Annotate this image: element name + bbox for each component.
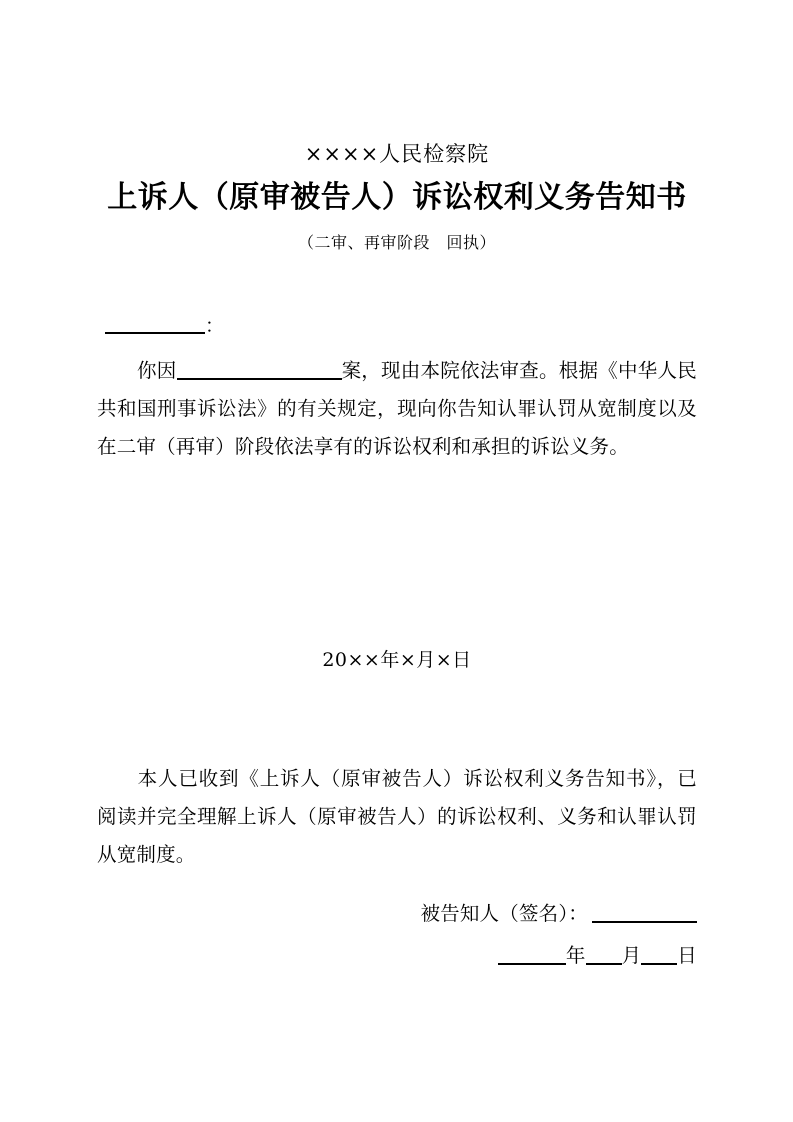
signature-blank[interactable]	[592, 921, 697, 923]
signature-label: 被告知人（签名）：	[420, 902, 588, 925]
body-paragraph-notice	[97, 352, 697, 466]
addressee-name-blank[interactable]	[105, 332, 205, 334]
addressee-row	[97, 312, 697, 341]
signature-year-blank[interactable]	[498, 963, 566, 965]
case-name-blank[interactable]	[177, 378, 342, 380]
signature-month-blank[interactable]	[586, 963, 622, 965]
addressee-colon: ：	[205, 315, 225, 337]
body-text-before-blank: 你因	[136, 359, 177, 382]
signature-date-row	[97, 940, 697, 968]
receipt-text: 本人已收到《上诉人（原审被告人）诉讼权利义务告知书》，已阅读并完全理解上诉人（原审被告人）的诉讼权利、义务和认罪认罚从宽制度。	[97, 767, 697, 866]
signature-month-label: 月	[621, 944, 642, 967]
body-text-after-blank: 案，现由本院依法审查。根据《中华人民共和国刑事诉讼法》的有关规定，现向你告知认罪认罚从宽制度以及在二审（再审）阶段依法享有的诉讼权利和承担的诉讼义务。	[97, 359, 697, 458]
document-subtitle: （二审、再审阶段 回执）	[297, 233, 496, 252]
signature-day-label: 日	[677, 944, 697, 967]
signature-row	[97, 898, 697, 926]
signature-year-label: 年	[565, 944, 586, 967]
issue-date: 20××年×月×日	[322, 649, 472, 671]
page-title: 上诉人（原审被告人）诉讼权利义务告知书	[107, 180, 687, 215]
body-paragraph-receipt	[97, 760, 697, 874]
issuing-authority-header: ××××人民检察院	[304, 142, 490, 166]
signature-day-blank[interactable]	[641, 963, 677, 965]
